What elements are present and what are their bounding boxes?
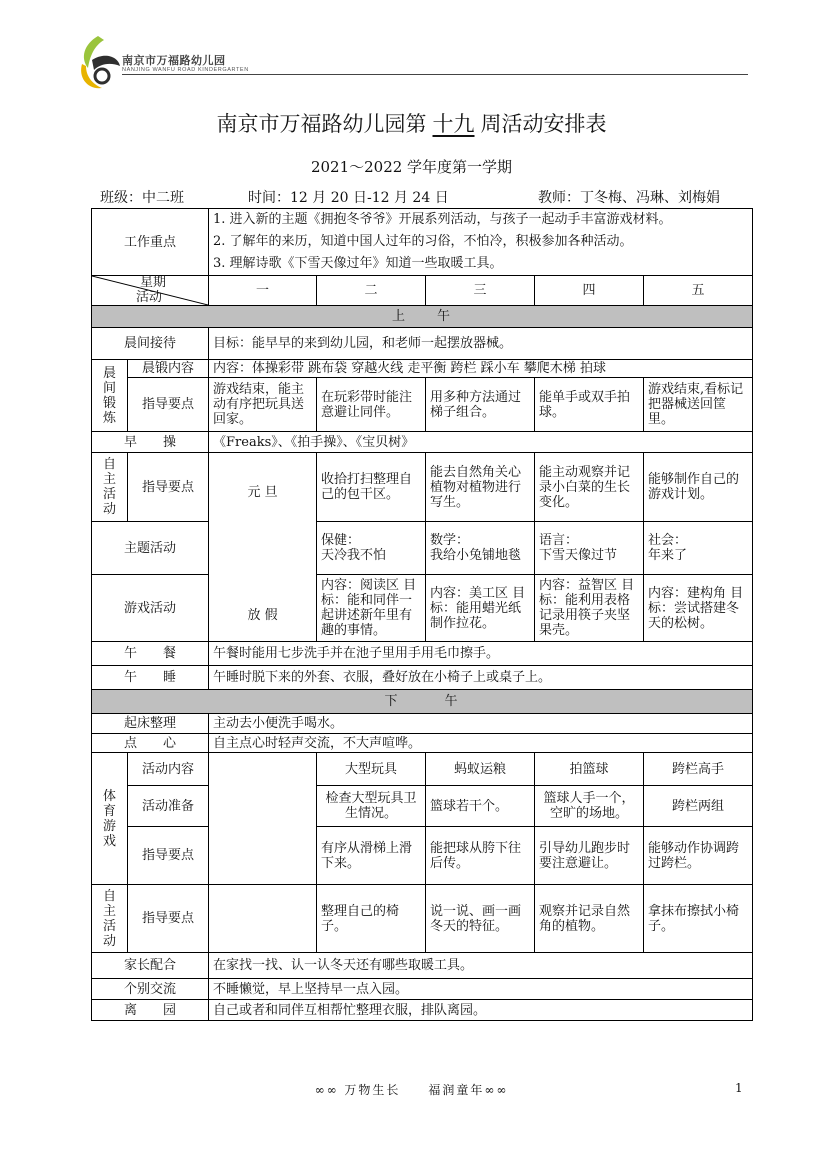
theme-title: 语言： (539, 533, 579, 548)
day-header: 四 (535, 276, 644, 306)
morning-ex-text: 《Freaks》、《拍手操》、《宝贝树》 (209, 432, 753, 453)
wake-text: 主动去小便洗手喝水。 (209, 714, 753, 734)
corner-weekday: 星期 (140, 275, 167, 290)
self-am-guide: 收拾打扫整理自己的包干区。 (317, 453, 426, 522)
lunch-label: 午 餐 (92, 642, 209, 666)
title-week: 十九 (432, 112, 475, 136)
self-am-guide: 能去自然角关心植物对植物进行写生。 (426, 453, 535, 522)
leave-label: 离 园 (92, 1000, 209, 1021)
exercise-content-label: 晨锻内容 (128, 360, 209, 378)
pe-prep: 篮球若干个。 (426, 786, 535, 827)
pe-guide: 能把球从胯下往后传。 (426, 827, 535, 885)
theme-cell (535, 522, 644, 575)
work-focus-cell (209, 209, 753, 276)
parent-text: 在家找一找、认一认冬天还有哪些取暖工具。 (209, 953, 753, 979)
logo-subtitle: NANJING WANFU ROAD KINDERGARTEN (122, 67, 249, 73)
work-focus-label: 工作重点 (92, 209, 209, 276)
theme-body: 下雪天像过节 (539, 548, 618, 563)
theme-title: 社会： (648, 533, 688, 548)
footer-slogan: ∞∞ 万物生长 福润童年∞∞ (314, 1083, 509, 1097)
morning-band-row (92, 306, 753, 328)
day-header: 一 (209, 276, 317, 306)
exercise-group-text: 晨间锻炼 (102, 365, 116, 426)
class-info: 班级：中二班 (100, 190, 184, 206)
pe-prep-label: 活动准备 (128, 786, 209, 827)
self-pm-guide: 观察并记录自然角的植物。 (535, 885, 644, 953)
reception-label: 晨间接待 (92, 328, 209, 360)
nap-row (92, 666, 753, 690)
theme-row (92, 522, 753, 575)
individual-text: 不睡懒觉，早上坚持早一点入园。 (209, 979, 753, 1000)
time-info: 时间：12 月 20 日-12 月 24 日 (248, 190, 449, 206)
exercise-group-label (92, 360, 128, 432)
pe-guide: 能够动作协调跨过跨栏。 (644, 827, 753, 885)
nap-label: 午 睡 (92, 666, 209, 690)
work-item: 2. 了解年的来历，知道中国人过年的习俗，不怕冷，积极参加各种活动。 (213, 234, 633, 249)
afternoon-band: 下 午 (92, 690, 753, 714)
pe-content-label: 活动内容 (128, 753, 209, 786)
self-pm-guide: 整理自己的椅子。 (317, 885, 426, 953)
pe-content: 蚂蚁运粮 (426, 753, 535, 786)
theme-title: 数学： (430, 533, 470, 548)
theme-cell (644, 522, 753, 575)
parent-label: 家长配合 (92, 953, 209, 979)
individual-row (92, 979, 753, 1000)
exercise-guide: 能单手或双手拍球。 (535, 378, 644, 432)
self-pm-guide: 说一说、画一画冬天的特征。 (426, 885, 535, 953)
theme-body: 天冷我不怕 (321, 548, 387, 563)
leaf-logo-icon (78, 34, 122, 92)
header-rule (122, 74, 748, 75)
pe-content: 跨栏高手 (644, 753, 753, 786)
snack-row (92, 734, 753, 753)
page-number: 1 (735, 1081, 743, 1095)
self-pm-monday-empty (209, 885, 317, 953)
morning-band: 上 午 (92, 306, 753, 328)
play-cell: 内容：阅读区 目标：能和同伴一起讲述新年里有趣的事情。 (317, 575, 426, 642)
nap-text: 午睡时脱下来的外套、衣服，叠好放在小椅子上或桌子上。 (209, 666, 753, 690)
pe-group-text: 体育游戏 (102, 788, 116, 849)
day-header: 五 (644, 276, 753, 306)
play-cell: 内容：美工区 目标：能用蜡光纸制作拉花。 (426, 575, 535, 642)
title-prefix: 南京市万福路幼儿园第 (216, 112, 427, 136)
reception-row (92, 328, 753, 360)
self-pm-guide: 拿抹布擦拭小椅子。 (644, 885, 753, 953)
pe-prep: 跨栏两组 (644, 786, 753, 827)
leave-text: 自己或者和同伴互相帮忙整理衣服，排队离园。 (209, 1000, 753, 1021)
pe-guide: 有序从滑梯上滑下来。 (317, 827, 426, 885)
work-item: 3. 理解诗歌《下雪天像过年》知道一些取暖工具。 (213, 256, 503, 271)
morning-ex-label: 早 操 (92, 432, 209, 453)
pe-content-row (92, 753, 753, 786)
day-header: 三 (426, 276, 535, 306)
afternoon-band-row (92, 690, 753, 714)
work-item: 1. 进入新的主题《拥抱冬爷爷》开展系列活动，与孩子一起动手丰富游戏材料。 (213, 212, 672, 227)
individual-label: 个别交流 (92, 979, 209, 1000)
self-pm-row (92, 885, 753, 953)
pe-prep: 检查大型玩具卫生情况。 (317, 786, 426, 827)
term-line: 2021～2022 学年度第一学期 (310, 158, 513, 176)
wake-label: 起床整理 (92, 714, 209, 734)
holiday-label: 放 假 (247, 608, 278, 623)
self-am-row (92, 453, 753, 522)
self-am-guide: 能主动观察并记录小白菜的生长变化。 (535, 453, 644, 522)
pe-guide-row (92, 827, 753, 885)
self-pm-guide-label: 指导要点 (128, 885, 209, 953)
pe-prep-row (92, 786, 753, 827)
new-year-holiday: 元 旦 (247, 485, 278, 500)
exercise-guide-label: 指导要点 (128, 378, 209, 432)
kindergarten-logo (78, 34, 268, 92)
pe-content: 大型玩具 (317, 753, 426, 786)
theme-body: 我给小兔铺地毯 (430, 548, 522, 563)
page-title (0, 108, 823, 138)
self-am-group-text: 自主活动 (102, 457, 116, 517)
teacher-info: 教师：丁冬梅、冯琳、刘梅娟 (538, 190, 720, 206)
title-suffix: 周活动安排表 (480, 112, 607, 136)
play-row (92, 575, 753, 642)
snack-label: 点 心 (92, 734, 209, 753)
self-am-guide-label: 指导要点 (128, 453, 209, 522)
theme-cell (317, 522, 426, 575)
pe-prep: 篮球人手一个，空旷的场地。 (535, 786, 644, 827)
theme-body: 年来了 (648, 548, 688, 563)
exercise-guide: 在玩彩带时能注意避让同伴。 (317, 378, 426, 432)
self-pm-group-text: 自主活动 (102, 888, 116, 949)
self-am-group (92, 453, 128, 522)
reception-text: 目标：能早早的来到幼儿园，和老师一起摆放器械。 (209, 328, 753, 360)
play-label: 游戏活动 (92, 575, 209, 642)
work-focus-row (92, 209, 753, 276)
play-cell: 内容：益智区 目标：能利用表格记录用筷子夹坚果壳。 (535, 575, 644, 642)
exercise-guide: 游戏结束,看标记把器械送回筐里。 (644, 378, 753, 432)
schedule-table (91, 208, 753, 1021)
lunch-text: 午餐时能用七步洗手并在池子里用手用毛巾擦手。 (209, 642, 753, 666)
logo-name: 南京市万福路幼儿园 (122, 55, 226, 67)
exercise-content-row (92, 360, 753, 378)
theme-label: 主题活动 (92, 522, 209, 575)
lunch-row (92, 642, 753, 666)
corner-cell (92, 276, 209, 306)
corner-activity: 活动 (136, 290, 163, 305)
monday-cell (209, 453, 317, 642)
exercise-guide: 游戏结束，能主动有序把玩具送回家。 (209, 378, 317, 432)
self-am-guide: 能够制作自己的游戏计划。 (644, 453, 753, 522)
exercise-guide: 用多种方法通过梯子组合。 (426, 378, 535, 432)
day-header: 二 (317, 276, 426, 306)
theme-title: 保健： (321, 533, 361, 548)
pe-monday-empty (209, 753, 317, 885)
pe-content: 拍篮球 (535, 753, 644, 786)
pe-guide: 引导幼儿跑步时要注意避让。 (535, 827, 644, 885)
play-cell: 内容：建构角 目标：尝试搭建冬天的松树。 (644, 575, 753, 642)
exercise-content: 内容：体操彩带 跳布袋 穿越火线 走平衡 跨栏 踩小车 攀爬木梯 拍球 (209, 360, 753, 378)
snack-text: 自主点心时轻声交流，不大声喧哗。 (209, 734, 753, 753)
theme-cell (426, 522, 535, 575)
pe-guide-label: 指导要点 (128, 827, 209, 885)
morning-ex-row (92, 432, 753, 453)
day-header-row (92, 276, 753, 306)
pe-group (92, 753, 128, 885)
leave-row (92, 1000, 753, 1021)
wake-row (92, 714, 753, 734)
self-pm-group (92, 885, 128, 953)
exercise-guide-row (92, 378, 753, 432)
parent-row (92, 953, 753, 979)
